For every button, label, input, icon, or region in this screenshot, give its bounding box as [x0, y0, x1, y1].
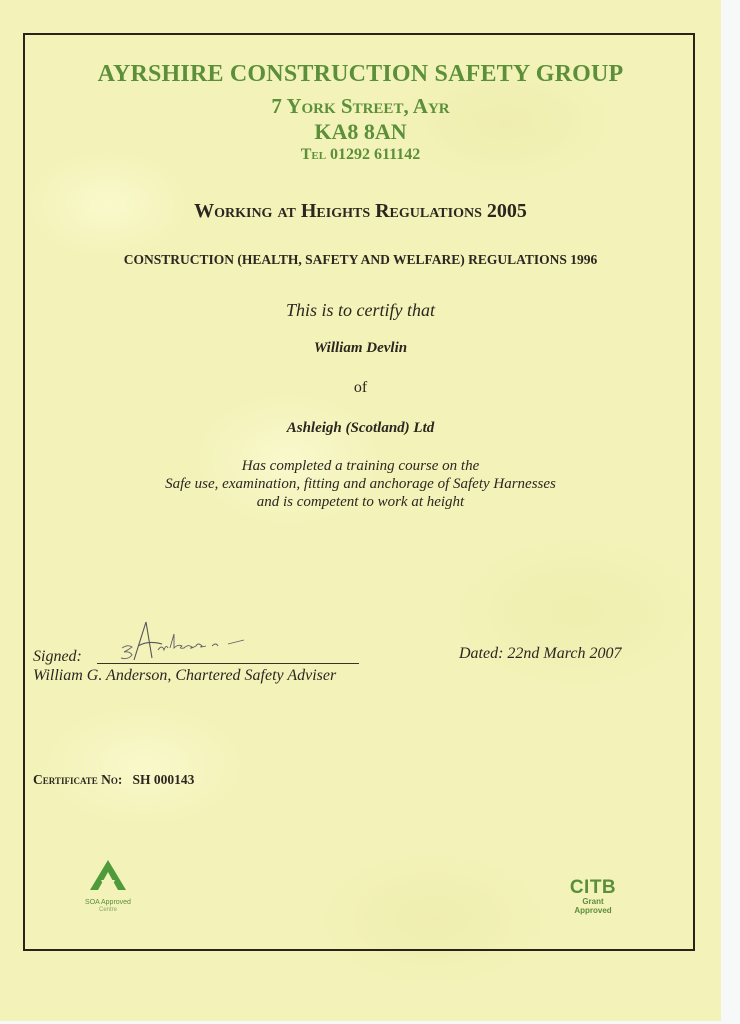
date-issued: Dated: 22nd March 2007	[459, 645, 622, 662]
certificate-number-label: Certificate No:	[33, 772, 123, 787]
organisation-street: 7 York Street, Ayr	[271, 94, 450, 118]
course-line: Safe use, examination, fitting and anchorage of Safety Harnesses	[165, 476, 556, 492]
organisation-telephone: Tel 01292 611142	[300, 146, 421, 163]
certify-intro: This is to certify that	[285, 300, 435, 320]
of-text: of	[353, 379, 368, 396]
handwritten-signature	[118, 614, 268, 664]
certificate-number	[33, 772, 194, 788]
certificate-number-value: SH 000143	[132, 772, 195, 787]
soa-approved-logo	[68, 858, 148, 914]
regulation-title: Working at Heights Regulations 2005	[194, 200, 527, 222]
citb-logo	[560, 878, 626, 915]
holder-name: William Devlin	[313, 340, 408, 356]
signed-label: Signed:	[33, 648, 82, 665]
course-line: and is competent to work at height	[256, 494, 465, 510]
holder-company: Ashleigh (Scotland) Ltd	[286, 420, 435, 436]
course-line: Has completed a training course on the	[241, 458, 480, 474]
citb-grant: Grant	[582, 897, 604, 906]
soa-a-icon	[88, 858, 128, 892]
soa-label: SOA Approved	[85, 899, 131, 906]
signature-line	[97, 663, 359, 664]
organisation-name: AYRSHIRE CONSTRUCTION SAFETY GROUP	[97, 61, 624, 87]
soa-sublabel: Centre	[98, 907, 117, 913]
signer-name: William G. Anderson, Chartered Safety Adviser	[33, 667, 337, 684]
organisation-postcode: KA8 8AN	[314, 119, 407, 144]
course-description	[0, 457, 721, 511]
regulation-subtitle: CONSTRUCTION (HEALTH, SAFETY AND WELFARE) REGULATIONS 1996	[123, 252, 598, 267]
citb-label: CITB	[569, 877, 617, 898]
citb-approved: Approved	[574, 906, 612, 915]
